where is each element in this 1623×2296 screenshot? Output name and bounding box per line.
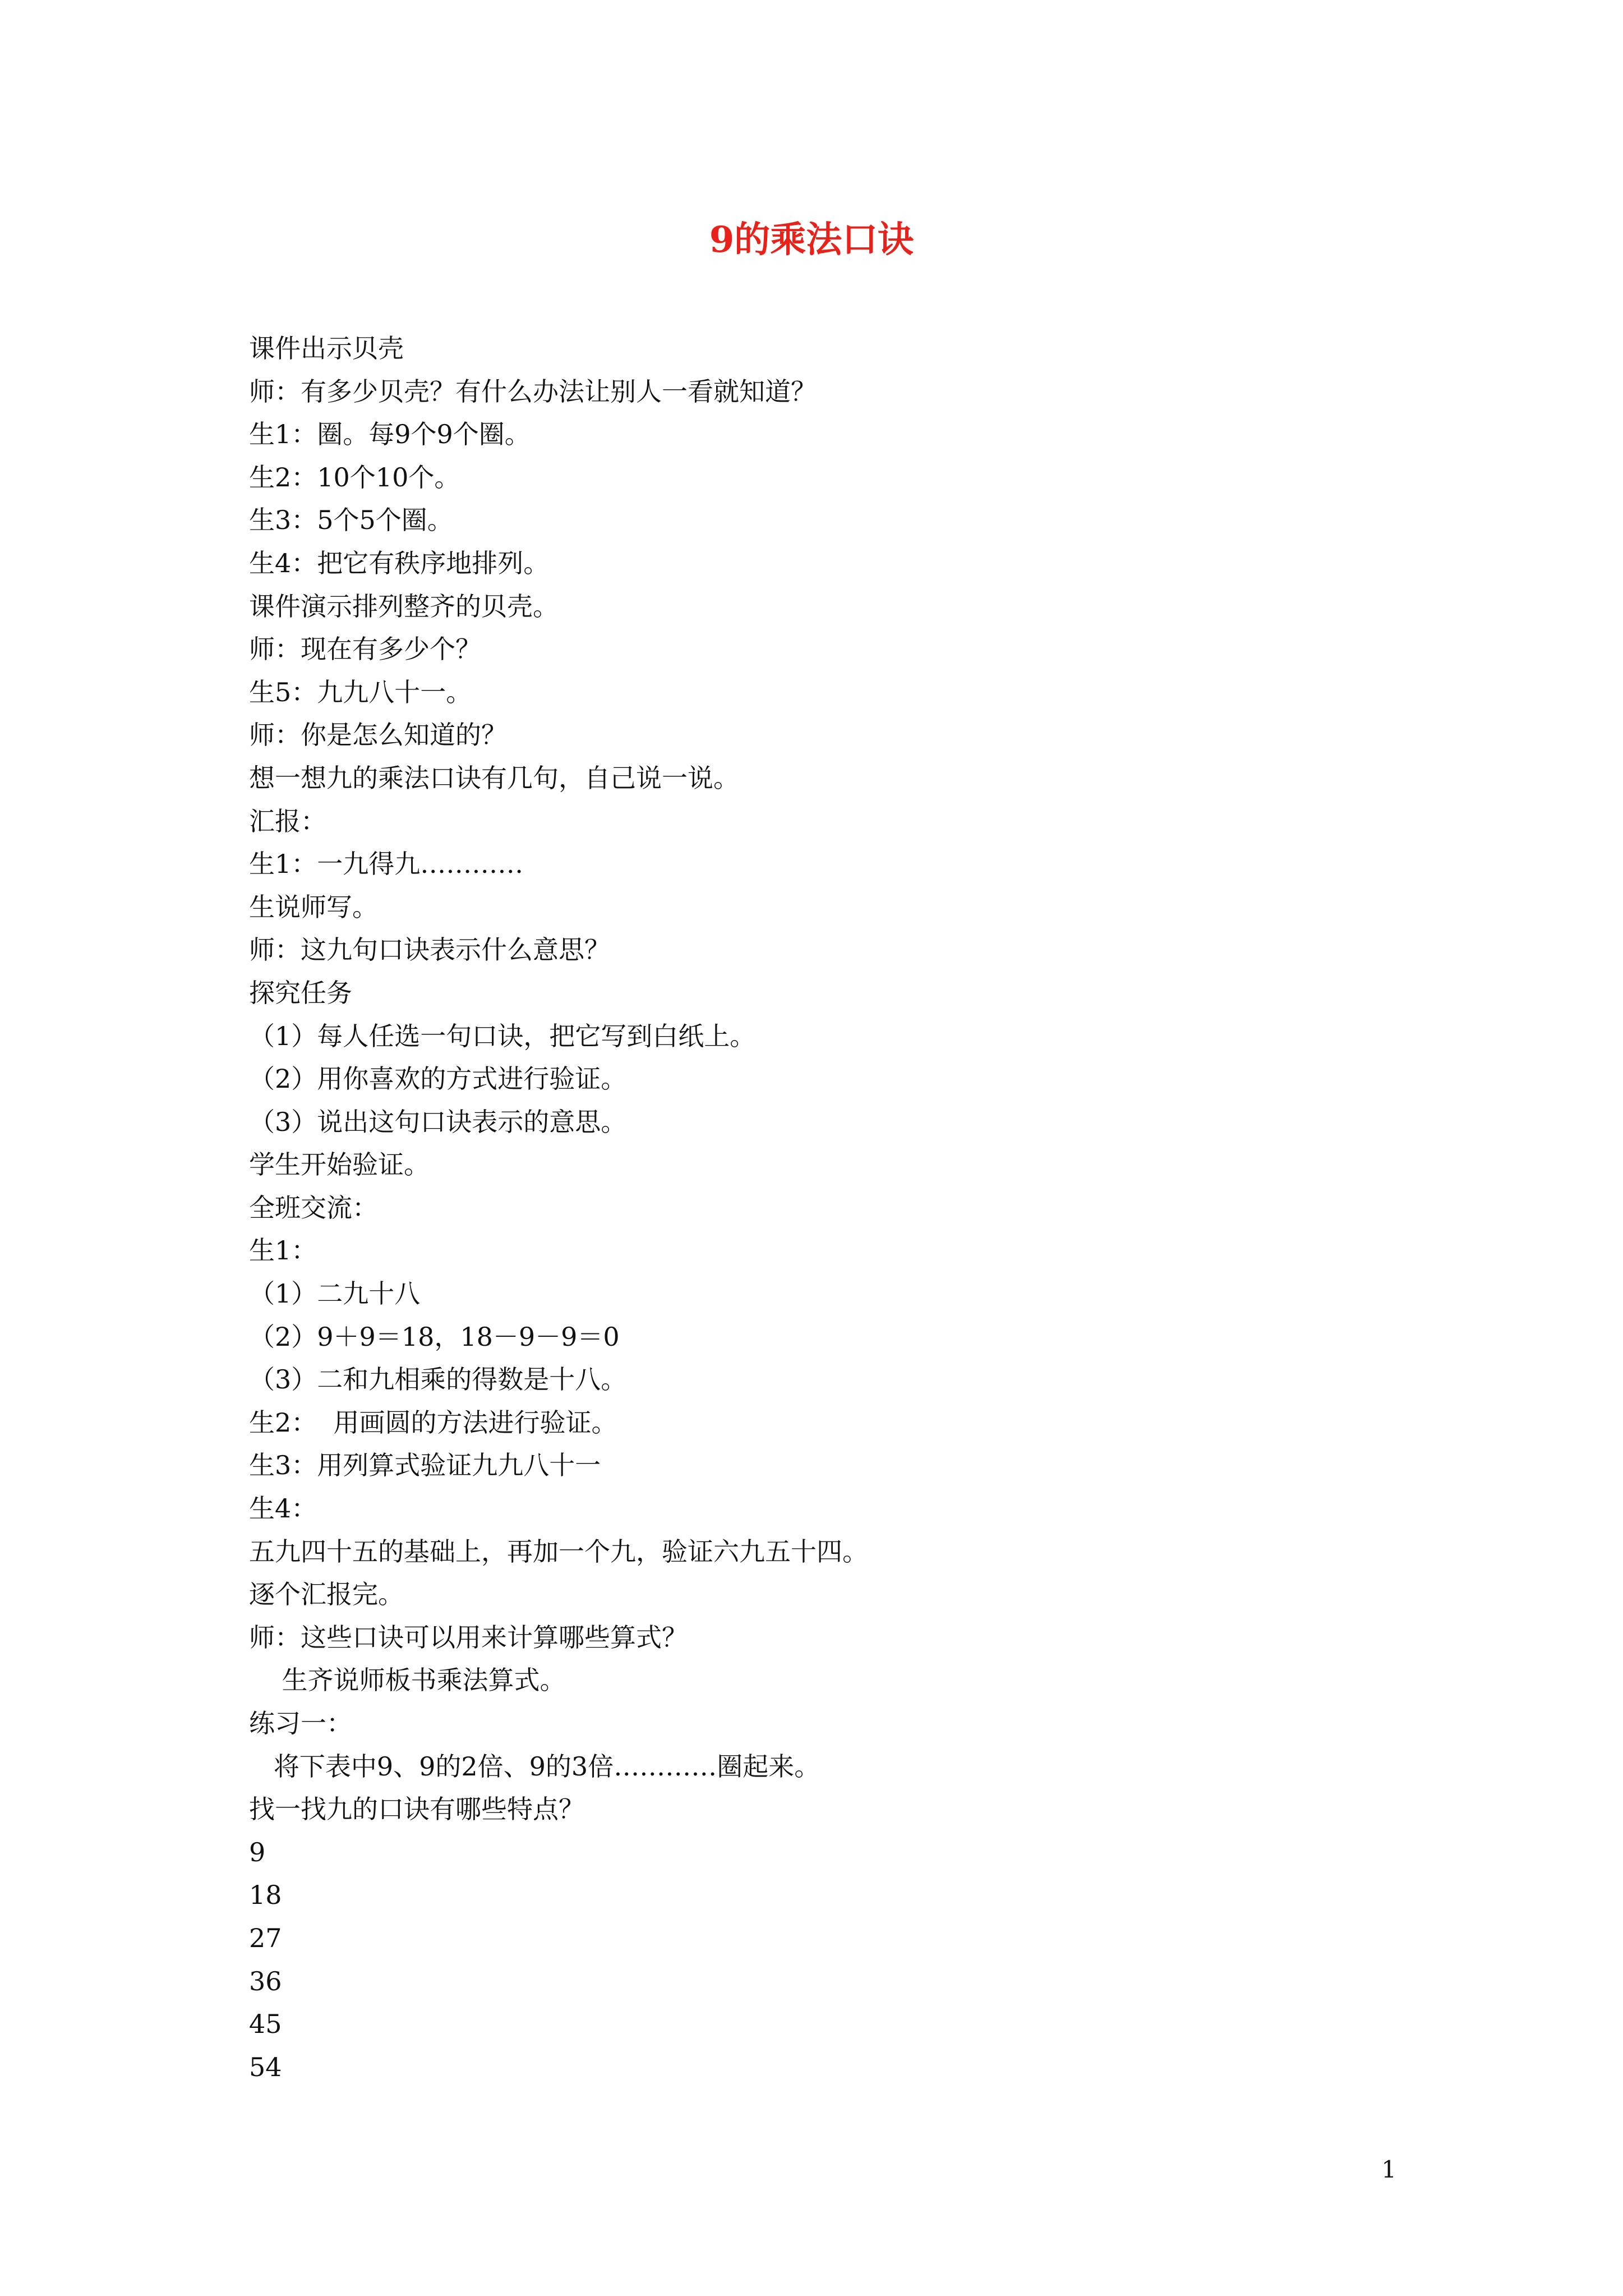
text-line: 生4： (249, 1493, 317, 1524)
text-line: 找一找九的口诀有哪些特点？ (249, 1794, 584, 1825)
page-title: 9的乘法口诀 (709, 219, 914, 261)
text-line: 生3：用列算式验证九九八十一 (249, 1450, 601, 1481)
text-line: 课件演示排列整齐的贝壳。 (249, 591, 559, 622)
text-line: 生说师写。 (249, 891, 378, 922)
text-line: （1）每人任选一句口诀，把它写到白纸上。 (249, 1020, 756, 1051)
text-line: 五九四十五的基础上，再加一个九，验证六九五十四。 (249, 1536, 868, 1567)
text-line: （1）二九十八 (249, 1278, 421, 1309)
text-line: 全班交流： (249, 1192, 378, 1223)
text-line: 生1：一九得九………… (249, 849, 524, 880)
text-line: （2）9＋9＝18，18－9－9＝0 (249, 1321, 620, 1352)
text-line: 师：这些口诀可以用来计算哪些算式？ (249, 1622, 688, 1653)
text-line: 9 (249, 1837, 266, 1867)
text-line: 27 (249, 1922, 282, 1953)
text-line: 课件出示贝壳 (249, 333, 404, 364)
text-line: 师：你是怎么知道的？ (249, 720, 507, 751)
text-line: 18 (249, 1880, 282, 1911)
text-line: 探究任务 (249, 977, 352, 1008)
text-line: 45 (249, 2009, 282, 2040)
text-line: 生3：5个5个圈。 (249, 505, 453, 536)
text-line: 师：这九句口诀表示什么意思？ (249, 935, 610, 965)
page-number: 1 (1381, 2156, 1396, 2183)
text-line: 54 (249, 2051, 282, 2082)
text-line: 师：有多少贝壳？有什么办法让别人一看就知道？ (249, 376, 817, 407)
text-line: 师：现在有多少个？ (249, 634, 481, 665)
text-line: 生4：把它有秩序地排列。 (249, 547, 550, 578)
text-line: 生1：圈。每9个9个圈。 (249, 419, 531, 450)
text-line: 逐个汇报完。 (249, 1579, 404, 1610)
text-line: 练习一： (249, 1708, 352, 1738)
text-line: （3）说出这句口诀表示的意思。 (249, 1106, 627, 1137)
text-line: 36 (249, 1966, 282, 1996)
text-line: 将下表中9、9的2倍、9的3倍…………圈起来。 (249, 1751, 820, 1782)
text-line: 生2： 用画圆的方法进行验证。 (249, 1407, 617, 1438)
document-body (249, 327, 1399, 2088)
text-line: （2）用你喜欢的方式进行验证。 (249, 1064, 627, 1094)
text-line: 学生开始验证。 (249, 1149, 430, 1180)
text-line: 生5：九九八十一。 (249, 677, 472, 707)
text-line: 想一想九的乘法口诀有几句，自己说一说。 (249, 762, 739, 793)
text-line: 生1： (249, 1235, 317, 1266)
text-line: 生2：10个10个。 (249, 462, 460, 493)
text-line: 汇报： (249, 806, 326, 836)
text-line: （3）二和九相乘的得数是十八。 (249, 1364, 627, 1395)
text-line: 生齐说师板书乘法算式。 (249, 1665, 566, 1696)
